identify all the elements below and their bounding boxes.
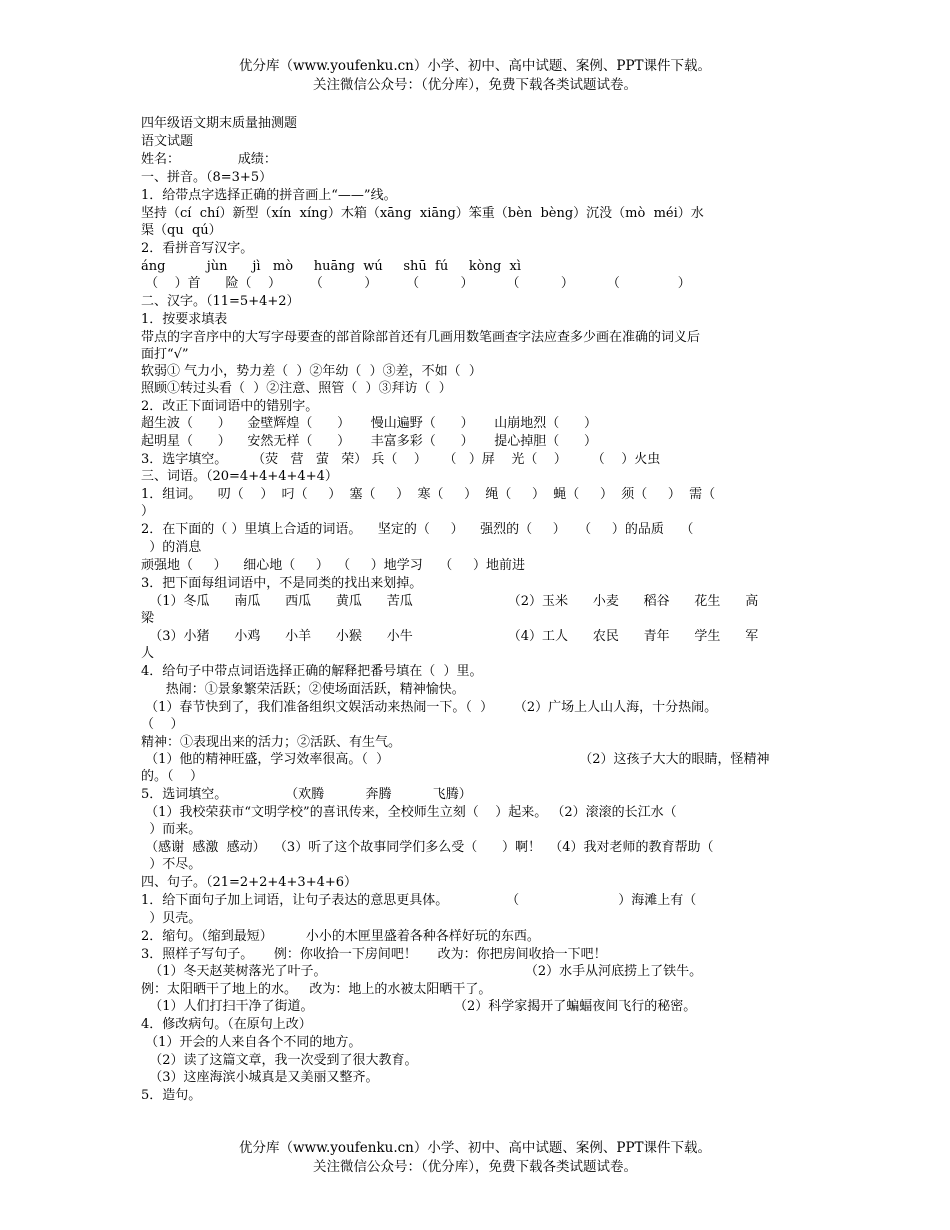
footer-line-1: 优分库（www.youfenku.cn）小学、初中、高中试题、案例、PPT课件下载。 (238, 1140, 712, 1156)
question-text: 梁 (141, 611, 155, 626)
question-text: 例：太阳晒干了地上的水。 改为：地上的水被太阳晒干了。 (141, 982, 492, 997)
question-text: ）而来。 (141, 822, 202, 837)
question-text: （3）这座海滨小城真是又美丽又整齐。 (141, 1070, 379, 1085)
question-text: 2．在下面的（ ）里填上合适的词语。 坚定的（ ） 强烈的（ ） （ ）的品质 （ (141, 522, 694, 537)
question-text: 2．看拼音写汉字。 (141, 241, 254, 256)
question-text: 4．修改病句。（在原句上改） (141, 1017, 312, 1032)
question-text: 坚持（cí chí）新型（xín xíng）木箱（xāng xiāng）笨重（bèn bèng）沉没（mò méi）水 (141, 206, 704, 221)
question-text: 1．按要求填表 (141, 312, 228, 327)
question-text: （1）开会的人来自各个不同的地方。 (141, 1035, 362, 1050)
header-line-1: 优分库（www.youfenku.cn）小学、初中、高中试题、案例、PPT课件下载。 (238, 58, 712, 74)
section-hanzi-heading: 二、汉字。（11=5+4+2） (141, 294, 300, 309)
question-text: 顽强地（ ） 细心地（ ） （ ）地学习 （ ）地前进 (141, 558, 525, 573)
question-text: 的。（ ） (141, 769, 204, 784)
question-text: 3．照样子写句子。 例：你收拾一下房间吧！ 改为：你把房间收拾一下吧！ (141, 947, 607, 962)
question-text: 2．改正下面词语中的错别字。 (141, 399, 319, 414)
question-text: 热闹：①景象繁荣活跃；②使场面活跃，精神愉快。 (141, 682, 465, 697)
question-text: 起明星（ ） 安然无样（ ） 丰富多彩（ ） 提心掉胆（ ） (141, 434, 598, 449)
question-text: 3．把下面每组词语中，不是同类的找出来划掉。 (141, 576, 423, 591)
section-ciyu-heading: 三、词语。（20=4+4+4+4+4） (141, 469, 338, 484)
question-text: （3）小猪 小鸡 小羊 小猴 小牛 （4）工人 农民 青年 学生 军 (141, 629, 759, 644)
question-text: （1）他的精神旺盛，学习效率很高。（ ） （2）这孩子大大的眼睛，怪精神 (141, 752, 770, 767)
question-text: 1．组词。 叨（ ） 叼（ ） 塞（ ） 寒（ ） 绳（ ） 蝇（ ） 须（ ） 需（ (141, 487, 716, 502)
question-text: 4．给句子中带点词语选择正确的解释把番号填在（ ）里。 (141, 664, 483, 679)
question-text: （1）冬瓜 南瓜 西瓜 黄瓜 苦瓜 （2）玉米 小麦 稻谷 花生 高 (141, 594, 759, 609)
exam-subtitle: 语文试题 (141, 134, 194, 149)
footer-line-2: 关注微信公众号：（优分库），免费下载各类试题试卷。 (313, 1159, 637, 1175)
question-text: ） (141, 504, 155, 519)
question-text: 5．造句。 (141, 1088, 202, 1103)
question-text: 照顾①转过头看（ ）②注意、照管（ ）③拜访（ ） (141, 381, 452, 396)
question-text: ）的消息 (141, 540, 202, 555)
question-text: （2）读了这篇文章，我一次受到了很大教育。 (141, 1053, 418, 1068)
question-text: （1）春节快到了，我们准备组织文娱活动来热闹一下。（ ） （2）广场上人山人海，十分热闹。 (141, 700, 718, 715)
name-score-line: 姓名： 成绩： (141, 152, 277, 167)
question-text: 软弱① 气力小，势力差（ ）②年幼（ ）③差，不如（ ） (141, 364, 482, 379)
question-text: （1）冬天赵荚树落光了叶子。 （2）水手从河底捞上了铁牛。 (141, 964, 703, 979)
section-pinyin-heading: 一、拼音。（8=3+5） (141, 170, 273, 185)
question-text: 带点的字音序中的大写字母要查的部首除部首还有几画用数笔画查字法应查多少画在准确的词义后 (141, 330, 701, 345)
section-juzi-heading: 四、句子。（21=2+2+4+3+4+6） (141, 875, 358, 890)
exam-title: 四年级语文期末质量抽测题 (141, 116, 298, 131)
pinyin-row: áng jùn jì mò huāng wú shū fú kòng xì (141, 259, 522, 274)
question-text: ）不尽。 (141, 857, 202, 872)
question-text: 渠（qu qú） (141, 223, 222, 238)
question-text: （感谢 感激 感动） （3）听了这个故事同学们多么受（ ）啊！ （4）我对老师的教育帮助（ (141, 840, 714, 855)
question-text: 精神：①表现出来的活力；②活跃、有生气。 (141, 735, 402, 750)
question-text: （1）我校荣获市“文明学校”的喜讯传来，全校师生立刻（ ）起来。 （2）滚滚的长江水（ (141, 805, 677, 820)
blank-row: （ ）首 险（ ） （ ） （ ） （ ） （ ） (141, 276, 691, 291)
header-line-2: 关注微信公众号：（优分库），免费下载各类试题试卷。 (313, 77, 637, 93)
question-text: 1．给带点字选择正确的拼音画上“——”线。 (141, 188, 397, 203)
question-text: 5．选词填空。 （欢腾 奔腾 飞腾） (141, 787, 472, 802)
question-text: 人 (141, 646, 155, 661)
question-text: ）贝壳。 (141, 911, 202, 926)
question-text: 面打“√” (141, 347, 189, 362)
question-text: 超生波（ ） 金壁辉煌（ ） 慢山遍野（ ） 山崩地烈（ ） (141, 416, 598, 431)
question-text: 3．选字填空。 （荧 营 萤 荣） 兵（ ） （ ）屏 光（ ） （ ）火虫 (141, 452, 661, 467)
question-text: （1）人们打扫干净了街道。 （2）科学家揭开了蝙蝠夜间飞行的秘密。 (141, 999, 697, 1014)
question-text: （ ） (141, 717, 184, 732)
question-text: 1．给下面句子加上词语，让句子表达的意思更具体。 （ ）海滩上有（ (141, 893, 697, 908)
question-text: 2．缩句。（缩到最短） 小小的木匣里盛着各种各样好玩的东西。 (141, 929, 540, 944)
